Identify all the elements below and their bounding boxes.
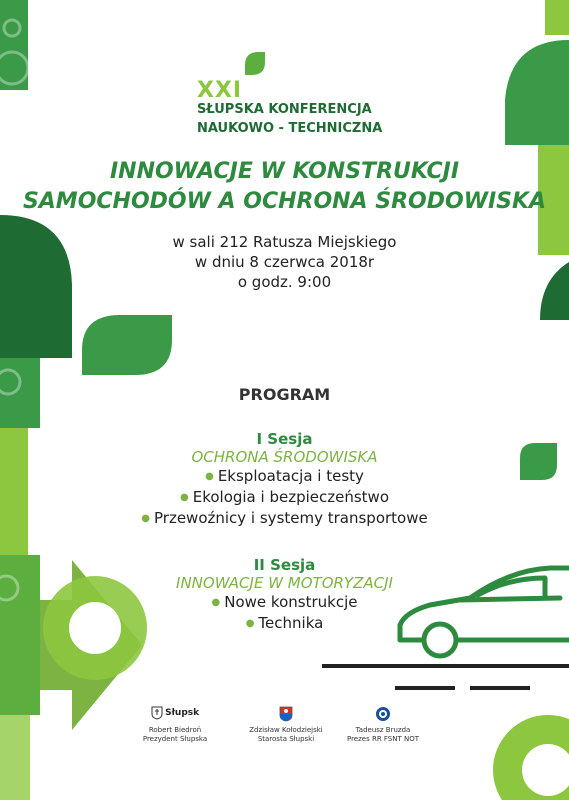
list-item: ● Nowe konstrukcje — [211, 593, 358, 611]
sponsor-name: Robert Biedroń — [148, 726, 202, 734]
bullet-icon: ● — [141, 513, 150, 524]
sponsor-name: Zdzisław Kołodziejski — [249, 726, 323, 734]
sponsor-powiat — [236, 706, 336, 744]
sponsor-role: Starosta Słupski — [257, 735, 315, 743]
session-topic: INNOWACJE W MOTORYZACJI — [176, 574, 393, 592]
road-line — [395, 686, 455, 690]
session-name: II Sesja — [253, 556, 316, 574]
conference-name-line2: NAUKOWO - TECHNICZNA — [197, 121, 383, 136]
leaf-icon — [245, 52, 265, 75]
bullet-icon: ● — [179, 492, 189, 503]
event-date: w dniu 8 czerwca 2018r — [194, 253, 375, 271]
road-line — [470, 686, 530, 690]
right-leaf-1 — [505, 40, 569, 145]
sponsor-not — [338, 706, 428, 744]
conference-name-line1: SŁUPSKA KONFERENCJA — [197, 102, 372, 117]
session-2 — [0, 556, 569, 634]
sponsor-slupsk — [130, 706, 220, 744]
bullet-icon: ● — [245, 618, 255, 629]
list-item: ● Eksploatacja i testy — [205, 467, 364, 485]
county-crest-icon — [279, 706, 293, 722]
right-top-block — [545, 0, 569, 35]
sponsor-role: Prezydent Słupska — [142, 735, 208, 743]
list-item: ● Ekologia i bezpieczeństwo — [179, 488, 389, 506]
sponsor-role: Prezes RR FSNT NOT — [346, 735, 420, 743]
session-topic: OCHRONA ŚRODOWISKA — [191, 448, 378, 466]
gear-icon — [493, 715, 569, 800]
main-title-line2: SAMOCHODÓW A OCHRONA ŚRODOWISKA — [22, 189, 547, 214]
list-item: ● Przewoźnicy i systemy transportowe — [141, 509, 428, 527]
session-name: I Sesja — [256, 430, 313, 448]
leaf-left-bottom — [0, 715, 30, 800]
not-emblem-icon — [375, 706, 391, 722]
road-line — [322, 664, 569, 668]
sponsor-name: Tadeusz Bruzda — [355, 726, 411, 734]
bullet-icon: ● — [205, 471, 214, 482]
leaf-icon — [82, 315, 172, 375]
main-title — [0, 157, 569, 217]
event-info — [0, 232, 569, 292]
event-place: w sali 212 Ratusza Miejskiego — [172, 233, 397, 251]
sponsor-logo-text: Słupsk — [165, 708, 200, 718]
conference-edition: XXI — [197, 78, 243, 103]
bullet-icon: ● — [211, 597, 221, 608]
city-crest-icon — [151, 706, 163, 720]
list-item: ● Technika — [245, 614, 324, 632]
program-heading: PROGRAM — [238, 385, 331, 404]
event-time: o godz. 9:00 — [237, 273, 332, 291]
session-1 — [0, 430, 569, 529]
main-title-line1: INNOWACJE W KONSTRUKCJI — [109, 159, 460, 184]
